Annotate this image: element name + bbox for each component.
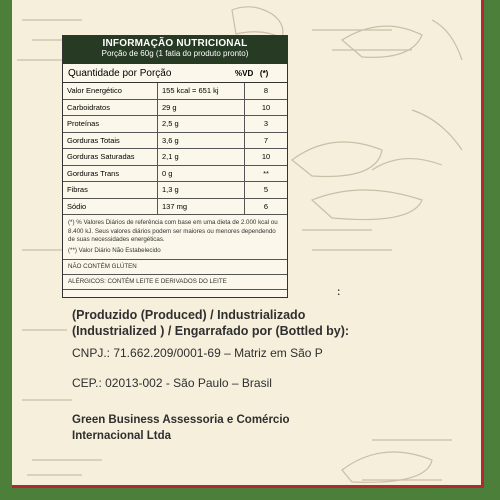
nutrient-label: Sódio [63, 198, 158, 215]
nutrient-vd: 5 [245, 182, 288, 199]
cnpj-text: CNPJ.: 71.662.209/0001-69 – Matriz em São P [72, 346, 323, 360]
quantity-header: Quantidade por Porção [68, 67, 172, 79]
footnote-not-established: (**) Valor Diário Não Estabelecido [68, 246, 161, 254]
footnote-daily-values: (*) % Valores Diários de referência com base em uma dieta de 2.000 kcal ou 8.400 kJ. Seus valores diários podem ser maiores ou menores dependendo de suas necessidades energéticas. [68, 219, 278, 243]
nutrient-label: Carboidratos [63, 99, 158, 116]
company-name-line-1: Green Business Assessoria e Comércio [72, 414, 290, 426]
nutrient-amount: 29 g [158, 99, 245, 116]
nutrition-title: INFORMAÇÃO NUTRICIONAL [102, 38, 248, 49]
nutrient-amount: 3,6 g [158, 132, 245, 149]
nutrient-label: Fibras [63, 182, 158, 199]
nutrient-rows [63, 83, 287, 215]
nutrient-label: Gorduras Trans [63, 165, 158, 182]
nutrient-row [63, 149, 287, 166]
nutrient-row [63, 182, 287, 199]
nutrient-vd: 3 [245, 116, 288, 133]
vd-mark: (*) [259, 68, 269, 78]
nutrient-vd: 10 [245, 99, 288, 116]
producer-line-2: (Industrialized ) / Engarrafado por (Bottled by): [72, 324, 350, 338]
nutrient-amount: 155 kcal = 651 kj [158, 83, 245, 99]
nutrient-vd: ** [245, 165, 288, 182]
nutrient-row [63, 116, 287, 133]
company-name-line-2: Internacional Ltda [72, 430, 172, 442]
nutrient-vd: 10 [245, 149, 288, 166]
nutrient-row [63, 165, 287, 182]
nutrient-row [63, 83, 287, 99]
nutrient-amount: 0 g [158, 165, 245, 182]
nutrient-row [63, 132, 287, 149]
nutrition-column-header [63, 64, 287, 83]
nutrient-label: Valor Energético [63, 83, 158, 99]
allergen-statement: ALÉRGICOS: CONTÉM LEITE E DERIVADOS DO LEITE [63, 275, 287, 290]
nutrient-amount: 2,1 g [158, 149, 245, 166]
gluten-statement: NÃO CONTÉM GLÚTEN [63, 260, 287, 275]
serving-size: Porção de 60g (1 fatia do produto pronto) [101, 49, 249, 58]
nutrient-label: Gorduras Totais [63, 132, 158, 149]
nutrient-amount: 2,5 g [158, 116, 245, 133]
cep-text: CEP.: 02013-002 - São Paulo – Brasil [72, 376, 272, 390]
nutrition-table [62, 35, 288, 298]
nutrient-amount: 137 mg [158, 198, 245, 215]
nutrient-row [63, 99, 287, 116]
nutrient-label: Proteínas [63, 116, 158, 133]
vd-header [235, 69, 283, 78]
producer-line-1: (Produzido (Produced) / Industrializado [72, 308, 306, 322]
nutrition-header [63, 36, 287, 64]
vd-label: %VD [235, 68, 254, 78]
nutrient-vd: 6 [245, 198, 288, 215]
nutrient-row [63, 198, 287, 215]
nutrient-label: Gorduras Saturadas [63, 149, 158, 166]
label-panel [12, 0, 484, 488]
colon-mark: : [337, 287, 341, 298]
nutrient-vd: 7 [245, 132, 288, 149]
footnotes [63, 215, 287, 260]
nutrient-vd: 8 [245, 83, 288, 99]
nutrient-amount: 1,3 g [158, 182, 245, 199]
